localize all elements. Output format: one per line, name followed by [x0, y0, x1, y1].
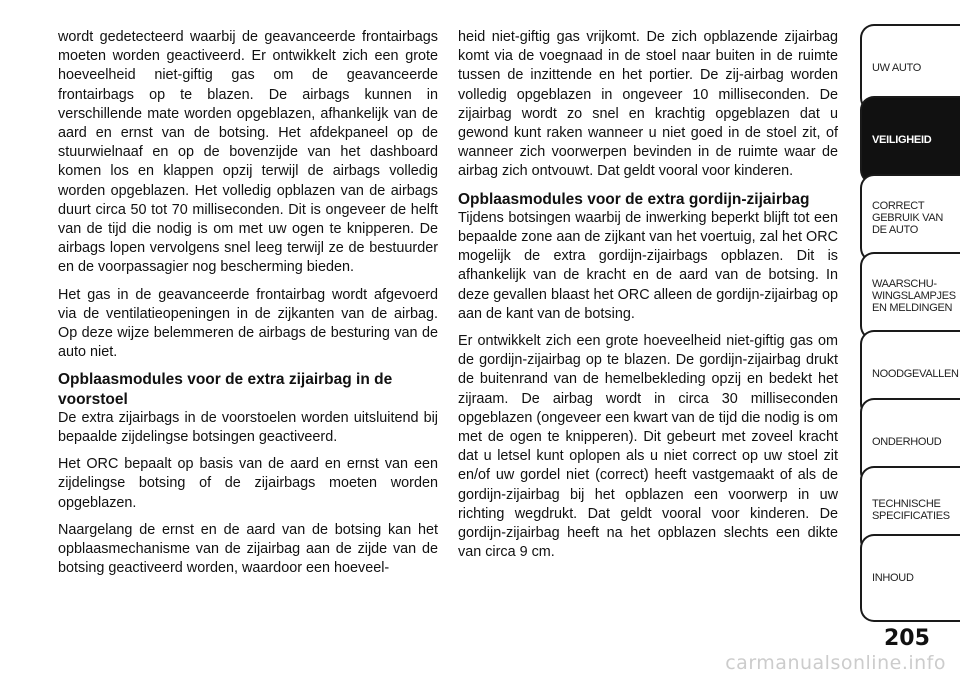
section-heading: Opblaasmodules voor de extra zijairbag in de voorstoel — [58, 371, 393, 408]
chapter-tabs-sidebar — [860, 0, 960, 678]
right-column — [458, 28, 838, 570]
tab-label: INHOUD — [872, 572, 914, 584]
tab-label: WAARSCHU-WINGSLAMPJES EN MELDINGEN — [872, 278, 956, 314]
watermark: carmanualsonline.info — [725, 652, 946, 674]
paragraph: Naargelang de ernst en de aard van de botsing kan het opblaasmechanisme van de zijairbag aan de zijde van de botsing geactiveerd worden, waardoor een hoeveel- — [58, 521, 438, 577]
page-number: 205 — [884, 626, 930, 651]
tab-label: CORRECT GEBRUIK VAN DE AUTO — [872, 200, 944, 236]
tab-waarschuwingslampjes[interactable] — [860, 252, 960, 340]
tab-veiligheid[interactable] — [860, 96, 960, 184]
tab-label: ONDERHOUD — [872, 436, 942, 448]
paragraph: Er ontwikkelt zich een grote hoeveelheid niet-giftig gas om de gordijn-zijairbag op te blazen. De gordijn-zijairbag drukt de buitenrand van de hemelbekleding opzij en bedekt het zijraam. De airbag wordt in circa 30 milliseconden opgeblazen (ongeveer een kwart van de tijd die nodig is om met de ogen te knipperen). Dit gebeurt met zoveel kracht dat u letsel kunt oplopen als u niet correct op uw stoel zit en/of uw gordel niet (correct) heeft vastgemaakt of als de gordijn-zijairbag bij het opblazen een voorwerp in uw richting wegdrukt. Dat geldt vooral voor kinderen. De gordijn-zijairbag heeft na het opblazen slechts een dikte van circa 9 cm. — [458, 333, 838, 561]
left-column — [58, 28, 438, 586]
paragraph: Het gas in de geavanceerde frontairbag wordt afgevoerd via de ventilatieopeningen in de zijkanten van de airbag. Op deze wijze belemmeren de airbags de besturing van de auto niet. — [58, 286, 438, 361]
tab-correct-gebruik[interactable] — [860, 174, 960, 262]
paragraph: Tijdens botsingen waarbij de inwerking beperkt blijft tot een bepaalde zone aan de zijkant van het voertuig, zal het ORC mogelijk de extra gordijn-zijairbags opblazen. Dit is afhankelijk van de kracht en de aard van de botsing. In deze gevallen blaast het ORC alleen de gordijn-zijairbag op aan de kant van de botsing. — [458, 209, 838, 322]
paragraph: wordt gedetecteerd waarbij de geavanceerde frontairbags moeten worden geactiveerd. Er ontwikkelt zich een grote hoeveelheid niet-giftig gas om de geavanceerde frontairbags op te blazen. De airbags kunnen in verschillende mate worden opgeblazen, afhankelijk van de aard en ernst van de botsing. Het afdekpaneel op de stuurwielnaaf en op de bovenzijde van het dashboard komen los en klappen opzij terwijl de airbags volledig worden opgeblazen. Het volledig opblazen van de airbags duurt circa 50 tot 70 milliseconden. Dit is ongeveer de helft van de tijd die nodig is om met uw ogen te knipperen. De airbags lopen vervolgens snel leeg terwijl ze de bestuurder en de voorpassagier nog bescherming bieden. — [58, 29, 438, 276]
tab-label: TECHNISCHE SPECIFICATIES — [872, 498, 950, 522]
paragraph: Het ORC bepaalt op basis van de aard en ernst van een zijdelingse botsing of de zijairbags moeten worden opgeblazen. — [58, 456, 438, 511]
paragraph: De extra zijairbags in de voorstoelen worden uitsluitend bij bepaalde zijdelingse botsingen geactiveerd. — [58, 409, 438, 446]
tab-label: NOODGEVALLEN — [872, 368, 959, 380]
section-heading: Opblaasmodules voor de extra gordijn-zijairbag — [458, 190, 810, 208]
tab-label: UW AUTO — [872, 62, 922, 74]
tab-label: VEILIGHEID — [872, 134, 932, 146]
tab-inhoud[interactable] — [860, 534, 960, 622]
paragraph: heid niet-giftig gas vrijkomt. De zich opblazende zijairbag komt via de voegnaad in de stoel naar buiten in de ruimte tussen de inzittende en het portier. De zij-airbag worden volledig opgeblazen in ongeveer 10 milliseconden. De zijairbag wordt zo snel en krachtig opgeblazen dat u gewond kunt raken wanneer u niet goed in de stoel zit, of wanneer zich voorwerpen bevinden in de ruimte waar de airbag zich ontvouwt. Dat geldt vooral voor kinderen. — [458, 29, 838, 180]
